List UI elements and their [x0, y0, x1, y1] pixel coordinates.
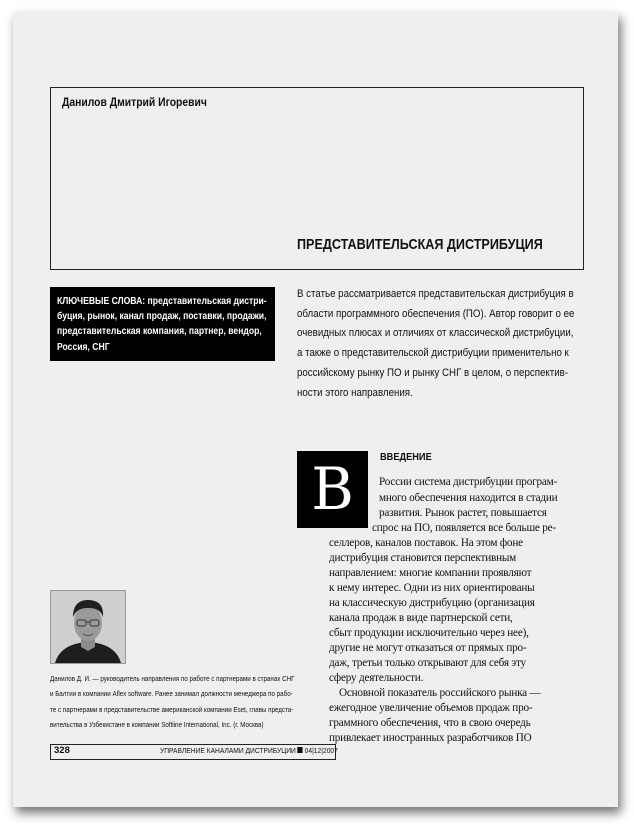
body-line: дистрибуция становится перспективным: [329, 552, 517, 564]
author-name: Данилов Дмитрий Игоревич: [62, 97, 207, 109]
body-line: другие не могут отказаться от прямых про-: [329, 642, 527, 654]
portrait-image: [51, 591, 125, 663]
header-frame-line: [50, 87, 584, 88]
bio-line: вительства в Узбекистане в компании Softline International, Inc. (г. Москва): [50, 719, 264, 729]
journal-name: УПРАВЛЕНИЕ КАНАЛАМИ ДИСТРИБУЦИИ: [160, 746, 296, 755]
body-line: направлением: многие компании проявляют: [329, 567, 532, 579]
body-line: селлеров, каналов поставок. На этом фоне: [329, 537, 523, 549]
keywords-line: представительская компания, партнер, вендор,: [57, 326, 262, 338]
keywords-text: [57, 294, 269, 355]
article-title: ПРЕДСТАВИТЕЛЬСКАЯ ДИСТРИБУЦИЯ: [297, 236, 543, 253]
journal-footer: [160, 746, 338, 755]
abstract-text: [297, 285, 584, 403]
section-heading: ВВЕДЕНИЕ: [380, 451, 432, 463]
author-photo: [50, 590, 126, 664]
abstract-line: В статье рассматривается представительская дистрибуция в: [297, 288, 574, 300]
body-line: развития. Рынок растет, повышается: [379, 507, 547, 519]
body-line: граммного обеспечения, что в свою очередь: [329, 717, 531, 729]
header-frame-line: [50, 269, 584, 270]
body-line: сбыт продукции исключительно через нее),: [329, 627, 529, 639]
header-frame-line: [583, 87, 584, 270]
abstract-line: а также о представительской дистрибуции применительно к: [297, 347, 569, 360]
body-line: сферу деятельности.: [329, 672, 424, 684]
page-number: 328: [54, 745, 70, 756]
body-line: ежегодное увеличение объемов продаж про-: [329, 702, 533, 714]
bio-line: и Балтии в компании Aflex software. Ранее занимал должности менеджера по рабо-: [50, 689, 293, 699]
abstract-line: российскому рынку ПО и рынку СНГ в целом, о перспектив-: [297, 366, 569, 379]
body-line: даж, третьи только открывают для себя эту: [329, 657, 526, 669]
body-line: Основной показатель российского рынка —: [339, 687, 541, 699]
drop-cap: В: [297, 451, 368, 528]
author-bio: [50, 671, 312, 732]
bio-line: те с партнерами в представительстве американской компании Eset, главы предста-: [50, 704, 294, 714]
keywords-line: буция, рынок, канал продаж, поставки, продажи,: [57, 311, 267, 323]
bio-line: Данилов Д. И. — руководитель направления по работе с партнерами в странах СНГ: [50, 674, 295, 683]
body-line: привлекает иностранных разработчиков ПО: [329, 732, 532, 744]
keywords-line: Россия, СНГ: [57, 341, 110, 353]
square-separator-icon: [298, 747, 303, 753]
body-line: России система дистрибуции програм-: [379, 476, 558, 488]
body-line: к нему интерес. Одни из них ориентированы: [329, 582, 535, 594]
abstract-line: области программного обеспечения (ПО). Автор говорит о ее: [297, 307, 575, 320]
body-line: на классическую дистрибуцию (организация: [329, 597, 535, 609]
issue-number: 04|12|2007: [304, 746, 338, 755]
body-line: канала продаж в виде партнерской сети,: [329, 612, 513, 624]
header-frame-line: [50, 87, 51, 270]
body-line: много обеспечения находится в стадии: [379, 492, 558, 504]
body-line: спрос на ПО, появляется все больше ре-: [372, 522, 556, 534]
abstract-line: очевидных плюсах и отличиях от классической дистрибуции,: [297, 327, 574, 340]
keywords-line: КЛЮЧЕВЫЕ СЛОВА: представительская дистри-: [57, 296, 267, 307]
abstract-line: ности этого направления.: [297, 386, 413, 399]
